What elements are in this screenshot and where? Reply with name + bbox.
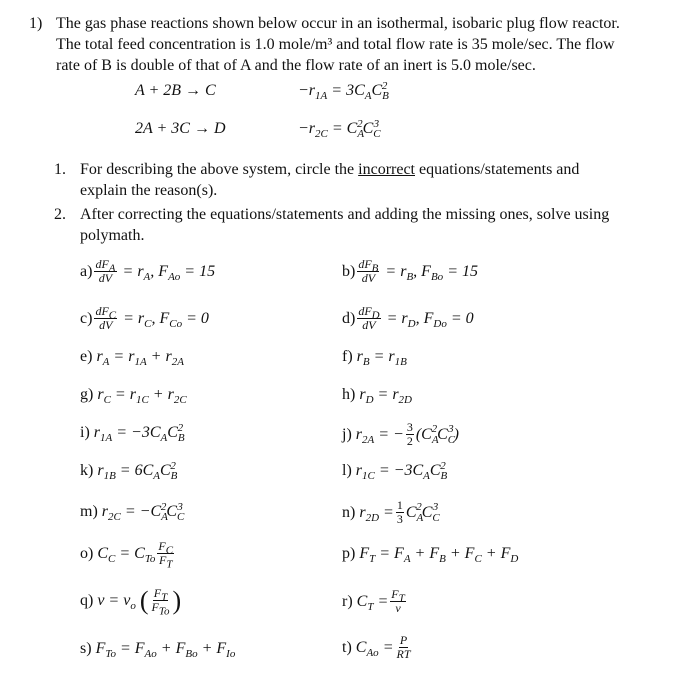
equation-s: s) $F_{To} = F_{Ao} + F_{Bo} + F_{Io}$ [80,640,236,661]
equation-o: o) $C_C = C_{To}$ $\frac{F_C}{F_T}$ [80,539,174,571]
task-2-line-1: After correcting the equations/statements and adding the missing ones, solve using [80,206,610,223]
problem-line-1: The gas phase reactions shown below occur in an isothermal, isobaric plug flow reactor. [56,15,620,32]
equation-f: f) $r_B = r_{1B}$ [342,348,407,369]
equation-t: t) $C_{Ao}$ = $\frac{P}{RT}$ [342,633,411,661]
task-1-line-2: explain the reason(s). [80,182,218,199]
equation-g: g) $r_C = r_{1C} + r_{2C}$ [80,386,187,407]
equation-q: q) $v = v_o$ ( $\frac{F_T}{F_{To}}$ ) [80,585,182,618]
equation-k: k) $r_{1B} = 6C_AC_B^2$ [80,459,178,483]
equation-r: r) $C_T$ = $\frac{F_T}{v}$ [342,587,405,615]
equation-p: p) $F_T = F_A + F_B + F_C + F_D$ [342,545,519,566]
equation-m: m) $r_{2C} = -C_A^2C_C^3$ [80,500,185,524]
equation-j: j) $r_{2A}$ = − $\frac{3}{2}$ $(C_A^2C_C^3)$ [342,420,459,448]
reaction-2-equation: 2A + 3C → D [135,120,226,137]
equation-b: b) $\frac{dF_B}{dV}$ = $r_B$, $F_{Bo} = 15$ [342,257,478,285]
incorrect-word: incorrect [358,161,415,178]
task-2-number: 2. [54,206,66,223]
equation-a: a) $\frac{dF_A}{dV}$ = $r_A$, $F_{Ao} = 15$ [80,257,216,285]
task-2-line-2: polymath. [80,227,145,244]
equation-c: c) $\frac{dF_C}{dV}$ = $r_C$, $F_{Co} = 0$ [80,304,209,332]
equation-l: l) $r_{1C} = -3C_AC_B^2$ [342,459,448,483]
task-1-number: 1. [54,161,66,178]
equation-n: n) $r_{2D}$ = $\frac{1}{3}$ $C_A^2C_C^3$ [342,498,440,526]
reaction-2-rate: $-r_{2C} = C_A^2C_C^3$ [298,117,381,141]
task-1-text: For describing the above system, circle the incorrect equations/statements and [80,161,580,178]
equation-e: e) $r_A = r_{1A} + r_{2A}$ [80,348,184,369]
problem-line-3: rate of B is double of that of A and the flow rate of an inert is 5.0 mole/sec. [56,57,536,74]
equation-h: h) $r_D = r_{2D}$ [342,386,412,407]
equation-d: d) $\frac{dF_D}{dV}$ = $r_D$, $F_{Do} = 0$ [342,304,474,332]
problem-line-2: The total feed concentration is 1.0 mole/m³ and total flow rate is 35 mole/sec. The flow [56,36,615,53]
equation-i: i) $r_{1A} = -3C_AC_B^2$ [80,421,185,445]
reaction-1-equation: A + 2B → C [135,82,216,99]
problem-number: 1) [29,15,43,32]
reaction-1-rate: $-r_{1A} = 3C_AC_B^2$ [298,79,389,103]
